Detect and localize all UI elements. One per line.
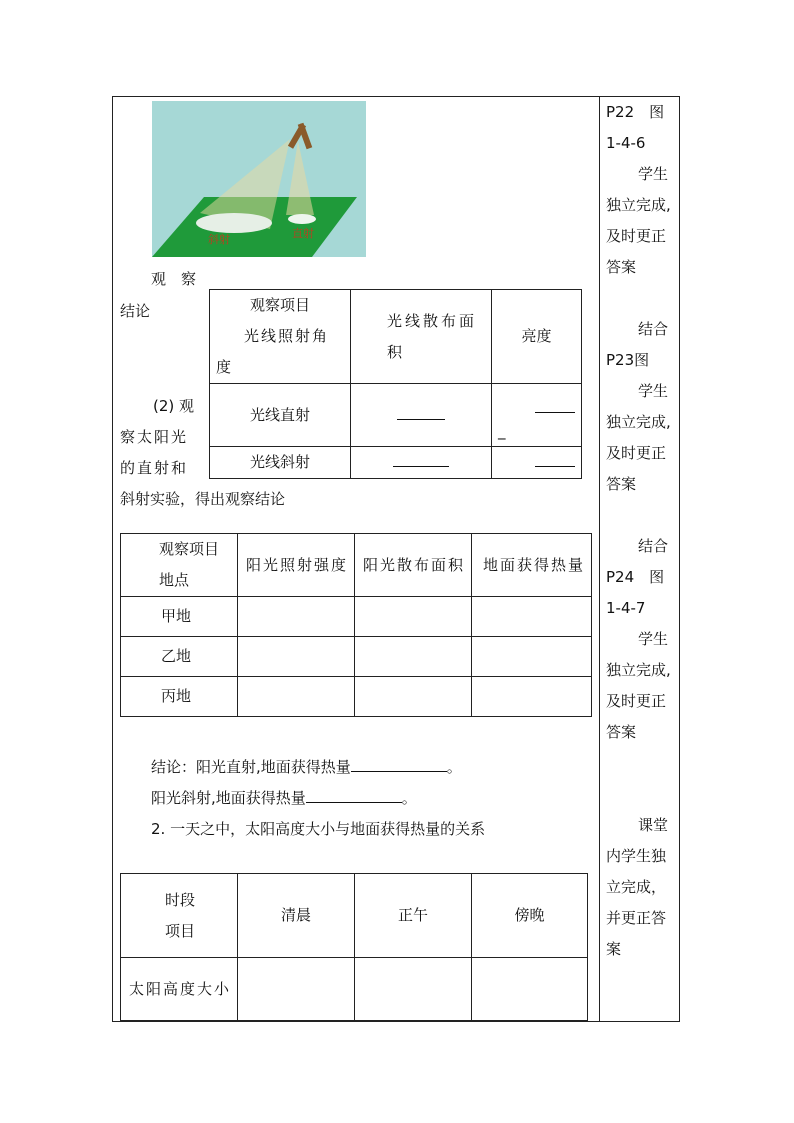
table3-noon-header: 正午 bbox=[355, 874, 472, 958]
table1-header-line1: 观察项目 bbox=[250, 296, 311, 314]
table1-row-direct: 光线直射 bbox=[210, 384, 351, 447]
note-line: 学生 bbox=[638, 630, 669, 648]
note-line: 及时更正 bbox=[606, 227, 667, 245]
note-line: 结合 bbox=[638, 320, 669, 338]
table3-cell[interactable] bbox=[472, 958, 588, 1021]
table2-row-label: 丙地 bbox=[121, 677, 238, 717]
table1-area-header: 光线散布面积 bbox=[351, 290, 492, 384]
table1-header-line2: 光线照射角 bbox=[244, 327, 330, 345]
table3-cell[interactable] bbox=[355, 958, 472, 1021]
conclusion-line-2: 阳光斜射,地面获得热量 。 bbox=[151, 789, 417, 807]
observe-label: 观 察 bbox=[151, 270, 197, 288]
table2-row-label: 乙地 bbox=[121, 637, 238, 677]
table1-brightness-header: 亮度 bbox=[492, 290, 582, 384]
answer-blank[interactable] bbox=[351, 757, 447, 772]
note-line: 并更正答 bbox=[606, 909, 667, 927]
table3-morning-header: 清晨 bbox=[238, 874, 355, 958]
experiment-text-4: 斜射实验，得出观察结论 bbox=[120, 490, 286, 508]
table2-row-label: 甲地 bbox=[121, 597, 238, 637]
table2-cell[interactable] bbox=[472, 597, 592, 637]
note-line: 1-4-6 bbox=[606, 134, 646, 152]
light-angle-table bbox=[209, 289, 582, 479]
note-line: 及时更正 bbox=[606, 692, 667, 710]
note-line: 独立完成, bbox=[606, 661, 671, 679]
note-line: 答案 bbox=[606, 723, 637, 741]
table2-intensity-header: 阳光照射强度 bbox=[238, 534, 355, 597]
note-line: 案 bbox=[606, 940, 622, 958]
teaching-notes bbox=[606, 96, 676, 965]
oblique-label: 斜射 bbox=[208, 233, 230, 246]
table1-oblique-brightness-blank bbox=[492, 447, 582, 479]
experiment-text-1: (2) 观 bbox=[153, 397, 195, 415]
table1-header-cell bbox=[210, 290, 351, 384]
table1-oblique-area-blank bbox=[351, 447, 492, 479]
direct-label: 直射 bbox=[292, 227, 314, 240]
table2-cell[interactable] bbox=[472, 637, 592, 677]
column-divider bbox=[599, 96, 600, 1022]
note-line: P22 图 bbox=[606, 103, 665, 121]
location-heat-table bbox=[120, 533, 592, 717]
table3-cell[interactable] bbox=[238, 958, 355, 1021]
experiment-text-2: 察太阳光 bbox=[120, 428, 189, 446]
note-line: 答案 bbox=[606, 475, 637, 493]
note-line: 结合 bbox=[638, 537, 669, 555]
note-line: 学生 bbox=[638, 382, 669, 400]
table3-row-label: 太阳高度大小 bbox=[121, 958, 238, 1021]
table1-direct-area-blank bbox=[351, 384, 492, 447]
note-line: P24 图 bbox=[606, 568, 665, 586]
note-line: 1-4-7 bbox=[606, 599, 646, 617]
note-line: 内学生独 bbox=[606, 847, 667, 865]
experiment-text-3: 的直射和 bbox=[120, 459, 189, 477]
table1-row-oblique: 光线斜射 bbox=[210, 447, 351, 479]
table2-cell[interactable] bbox=[472, 677, 592, 717]
note-line: 独立完成, bbox=[606, 196, 671, 214]
note-line: 及时更正 bbox=[606, 444, 667, 462]
table3-corner-cell: 时段 项目 bbox=[121, 874, 238, 958]
conclusion-label: 结论 bbox=[120, 302, 151, 320]
table2-cell[interactable] bbox=[238, 677, 355, 717]
answer-blank[interactable] bbox=[306, 788, 402, 803]
conclusion-line-1: 结论：阳光直射,地面获得热量 。 bbox=[151, 758, 462, 776]
table2-cell[interactable] bbox=[355, 637, 472, 677]
table2-corner-cell: 观察项目 地点 bbox=[121, 534, 238, 597]
section-2-heading: 2. 一天之中，太阳高度大小与地面获得热量的关系 bbox=[151, 820, 486, 838]
table1-direct-brightness-blank: _ bbox=[492, 384, 582, 447]
table1-header-line3: 度 bbox=[216, 358, 232, 376]
table2-cell[interactable] bbox=[238, 597, 355, 637]
table2-cell[interactable] bbox=[355, 597, 472, 637]
table2-heat-header: 地面获得热量 bbox=[472, 534, 592, 597]
table2-cell[interactable] bbox=[238, 637, 355, 677]
note-line: 课堂 bbox=[638, 816, 669, 834]
note-line: 立完成， bbox=[606, 878, 667, 896]
table2-area-header: 阳光散布面积 bbox=[355, 534, 472, 597]
sunlight-experiment-photo bbox=[152, 101, 366, 257]
note-line: P23图 bbox=[606, 351, 650, 369]
sun-height-table bbox=[120, 873, 588, 1021]
note-line: 独立完成, bbox=[606, 413, 671, 431]
table3-evening-header: 傍晚 bbox=[472, 874, 588, 958]
note-line: 学生 bbox=[638, 165, 669, 183]
experiment-illustration bbox=[152, 101, 366, 257]
table2-cell[interactable] bbox=[355, 677, 472, 717]
note-line: 答案 bbox=[606, 258, 637, 276]
